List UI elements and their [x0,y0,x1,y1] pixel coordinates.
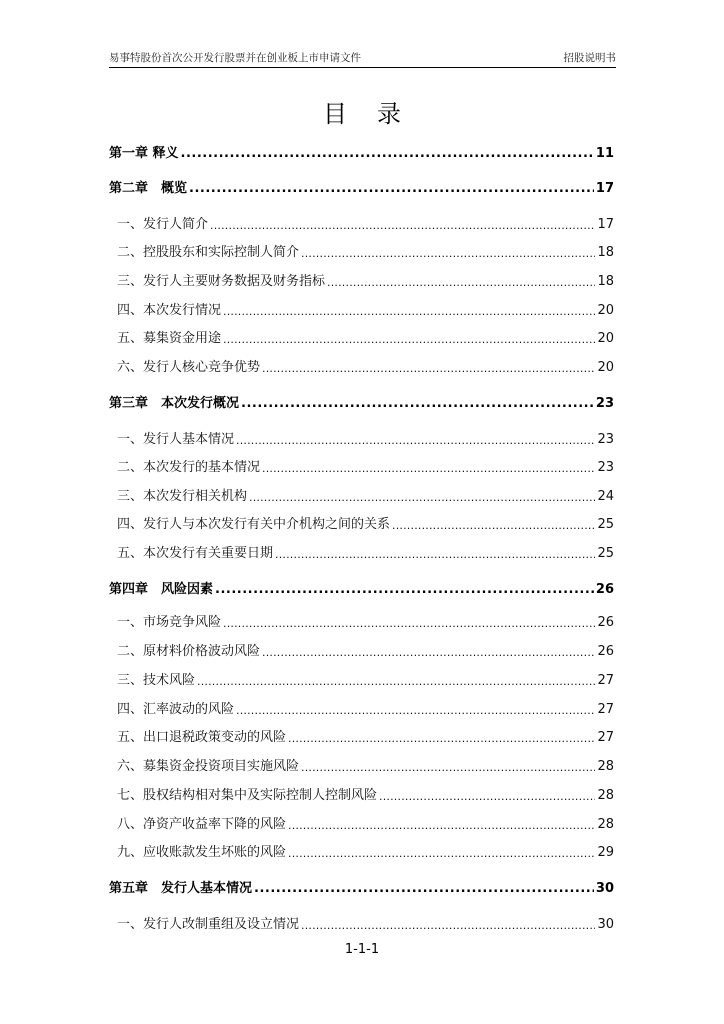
toc-chapter-entry[interactable] [109,391,614,411]
toc-chapter-entry[interactable] [109,141,614,161]
toc-section-entry[interactable] [109,912,614,932]
toc-entry-label: 九、应收账款发生坏账的风险 [117,845,287,860]
toc-entry-page: 30 [595,881,614,896]
toc-entry-page: 20 [597,303,614,318]
toc-entry-label: 三、本次发行相关机构 [117,489,248,504]
dot-leader [262,462,595,475]
dot-leader [223,333,595,346]
toc-section-entry[interactable] [109,812,614,832]
toc-section-entry[interactable] [109,326,614,346]
toc-entry-page: 26 [597,615,614,630]
toc-section-entry[interactable] [109,754,614,774]
toc-entry-label: 三、技术风险 [117,673,196,688]
toc-entry-label: 六、发行人核心竞争优势 [117,360,261,375]
toc-entry-page: 25 [597,517,614,532]
toc-section-entry[interactable] [109,355,614,375]
toc-entry-page: 28 [597,817,614,832]
dot-leader [301,761,595,774]
dot-leader [210,219,595,232]
dot-leader [301,919,595,932]
dot-leader [223,305,595,318]
toc-section-entry[interactable] [109,298,614,318]
toc-entry-label: 一、发行人基本情况 [117,432,235,447]
toc-entry-page: 17 [597,217,614,232]
dot-leader [254,881,594,896]
toc-entry-page: 26 [595,582,614,597]
dot-leader [241,396,594,411]
dot-leader [275,548,595,561]
toc-section-entry[interactable] [109,240,614,260]
dot-leader [189,181,594,196]
toc-entry-page: 11 [595,146,614,161]
toc-entry-label: 第四章 风险因素 [109,582,214,597]
toc-entry-page: 30 [597,917,614,932]
toc-section-entry[interactable] [109,725,614,745]
toc-entry-page: 29 [597,845,614,860]
toc-entry-page: 23 [597,432,614,447]
toc-section-entry[interactable] [109,484,614,504]
toc-entry-label: 七、股权结构相对集中及实际控制人控制风险 [117,788,378,803]
dot-leader [327,276,595,289]
dot-leader [262,362,595,375]
toc-entry-label: 第三章 本次发行概况 [109,396,240,411]
header-document-type: 招股说明书 [563,52,616,64]
toc-entry-label: 五、出口退税政策变动的风险 [117,730,287,745]
toc-entry-page: 27 [597,673,614,688]
dot-leader [392,519,595,532]
dot-leader [288,819,595,832]
running-header [109,50,616,66]
toc-entry-label: 三、发行人主要财务数据及财务指标 [117,274,326,289]
toc-section-entry[interactable] [109,697,614,717]
dot-leader [215,582,594,597]
toc-entry-label: 五、本次发行有关重要日期 [117,546,274,561]
toc-entry-page: 17 [595,181,614,196]
toc-chapter-entry[interactable] [109,176,614,196]
toc-entry-label: 一、发行人简介 [117,217,209,232]
toc-entry-label: 八、净资产收益率下降的风险 [117,817,287,832]
dot-leader [181,146,594,161]
toc-entry-label: 一、发行人改制重组及设立情况 [117,917,300,932]
toc-entry-page: 18 [597,245,614,260]
toc-entry-label: 第一章 释义 [109,146,179,161]
toc-entry-label: 五、募集资金用途 [117,331,222,346]
toc-entry-label: 四、汇率波动的风险 [117,702,235,717]
toc-entry-label: 第五章 发行人基本情况 [109,881,253,896]
toc-section-entry[interactable] [109,512,614,532]
toc-entry-page: 27 [597,730,614,745]
page-number: 1-1-1 [344,942,380,957]
header-document-title: 易事特股份首次公开发行股票并在创业板上市申请文件 [109,52,361,64]
toc-entry-label: 二、本次发行的基本情况 [117,460,261,475]
toc-entry-label: 二、原材料价格波动风险 [117,644,261,659]
toc-section-entry[interactable] [109,455,614,475]
toc-entry-page: 26 [597,644,614,659]
toc-entry-page: 24 [597,489,614,504]
toc-chapter-entry[interactable] [109,876,614,896]
toc-section-entry[interactable] [109,427,614,447]
toc-entry-page: 28 [597,788,614,803]
toc-section-entry[interactable] [109,269,614,289]
toc-entry-page: 28 [597,759,614,774]
dot-leader [197,675,595,688]
toc-entry-page: 18 [597,274,614,289]
toc-section-entry[interactable] [109,783,614,803]
toc-entry-page: 23 [597,460,614,475]
toc-chapter-entry[interactable] [109,577,614,597]
toc-section-entry[interactable] [109,610,614,630]
toc-entry-label: 六、募集资金投资项目实施风险 [117,759,300,774]
toc-section-entry[interactable] [109,212,614,232]
toc-section-entry[interactable] [109,840,614,860]
toc-entry-label: 四、发行人与本次发行有关中介机构之间的关系 [117,517,391,532]
toc-entry-page: 25 [597,546,614,561]
header-rule [109,67,616,68]
dot-leader [249,491,595,504]
toc-entry-page: 20 [597,360,614,375]
dot-leader [288,732,595,745]
dot-leader [236,704,595,717]
dot-leader [262,646,595,659]
page-title: 目录 [323,100,431,128]
toc-entry-page: 23 [595,396,614,411]
toc-section-entry[interactable] [109,639,614,659]
toc-entry-page: 20 [597,331,614,346]
toc-entry-label: 二、控股股东和实际控制人简介 [117,245,300,260]
toc-section-entry[interactable] [109,668,614,688]
dot-leader [223,617,595,630]
dot-leader [301,247,595,260]
dot-leader [288,847,595,860]
dot-leader [236,434,595,447]
toc-entry-label: 第二章 概览 [109,181,188,196]
toc-entry-label: 一、市场竞争风险 [117,615,222,630]
toc-entry-page: 27 [597,702,614,717]
dot-leader [379,790,595,803]
toc-entry-label: 四、本次发行情况 [117,303,222,318]
toc-section-entry[interactable] [109,541,614,561]
